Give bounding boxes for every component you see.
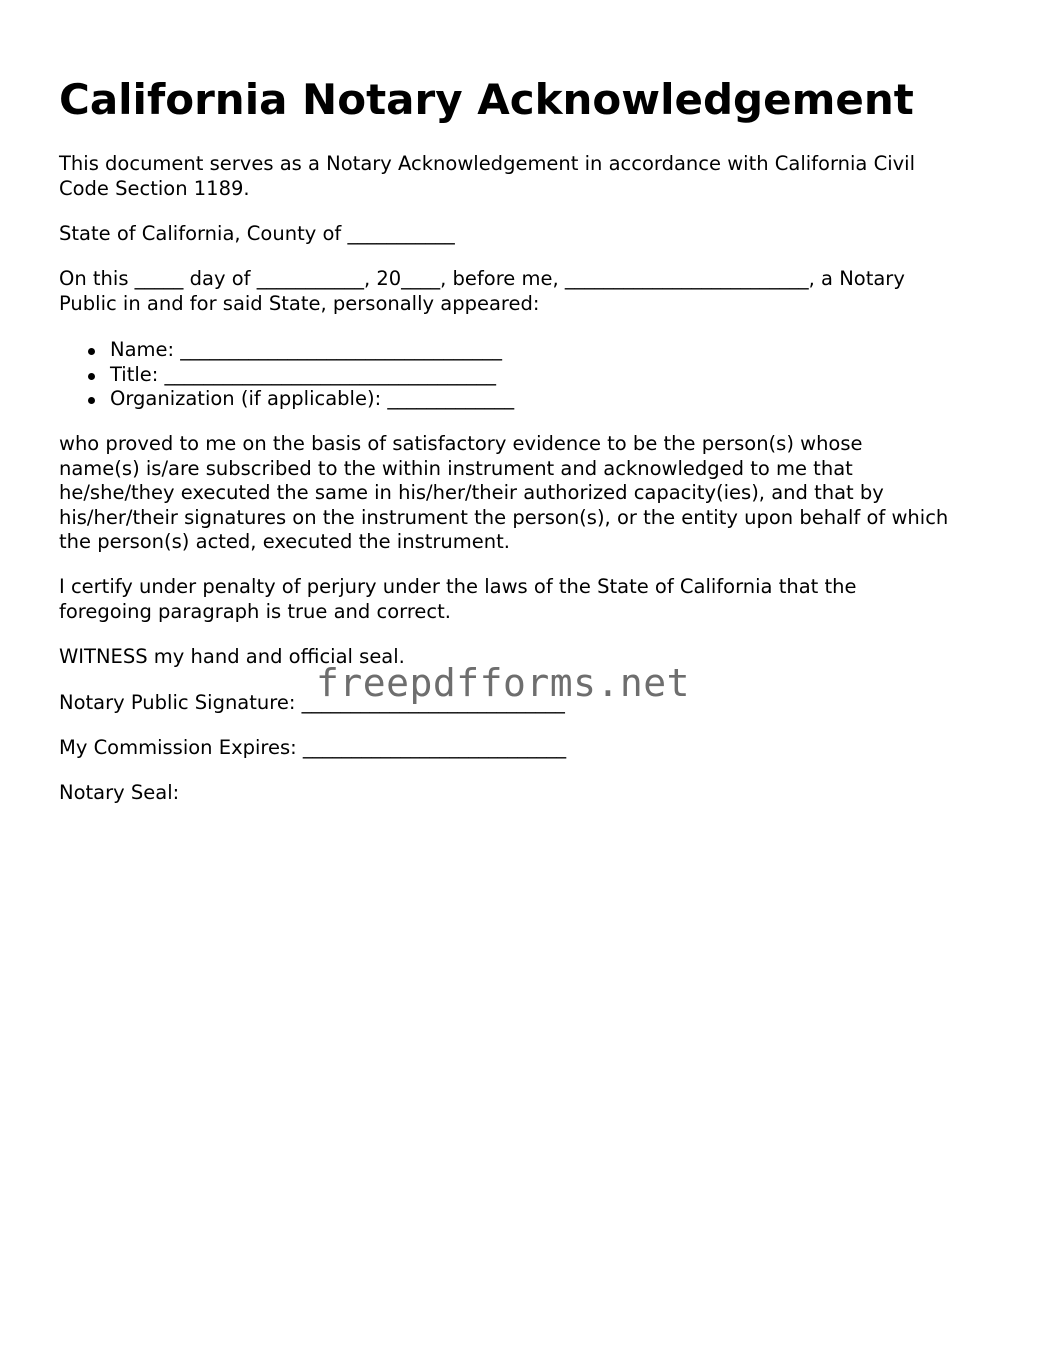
proof-line: name(s) is/are subscribed to the within instrument and acknowledged to me that (59, 456, 853, 480)
commission-line: My Commission Expires: ___________________________ (59, 736, 567, 759)
intro-paragraph (59, 152, 1009, 201)
intro-line: Code Section 1189. (59, 176, 250, 200)
proof-line: he/she/they executed the same in his/her/their authorized capacity(ies), and that by (59, 481, 884, 505)
appearance-paragraph (59, 267, 1009, 316)
intro-line: This document serves as a Notary Acknowledgement in accordance with California Civil (59, 152, 915, 175)
document-title: California Notary Acknowledgement (59, 75, 914, 124)
proof-paragraph (59, 432, 1009, 555)
certify-line: I certify under penalty of perjury under the laws of the State of California that the (59, 575, 857, 598)
bullet-icon (88, 373, 95, 380)
list-item-title-field (59, 363, 514, 388)
certify-paragraph (59, 575, 1009, 624)
organization-field-label: Organization (if applicable): _____________ (110, 387, 515, 411)
appearance-line: Public in and for said State, personally appeared: (59, 291, 540, 315)
proof-line: his/her/their signatures on the instrument the person(s), or the entity upon behalf of which (59, 505, 949, 529)
title-field-label: Title: __________________________________ (110, 362, 497, 386)
list-item-organization-field (59, 387, 514, 412)
county-line: State of California, County of ___________ (59, 222, 455, 245)
proof-line: who proved to me on the basis of satisfactory evidence to be the person(s) whose (59, 432, 863, 455)
watermark-text: freepdfforms.net (316, 661, 691, 705)
party-fields-list (59, 338, 514, 412)
name-field-label: Name: _________________________________ (110, 338, 503, 361)
proof-line: the person(s) acted, executed the instrument. (59, 530, 510, 554)
certify-line: foregoing paragraph is true and correct. (59, 599, 451, 623)
appearance-line: On this _____ day of ___________, 20____, before me, _________________________, a Notary (59, 267, 905, 290)
signature-line: Notary Public Signature: ___________________________ (59, 691, 565, 714)
witness-line: WITNESS my hand and official seal. (59, 645, 405, 668)
bullet-icon (88, 348, 95, 355)
list-item-name-field (59, 338, 514, 363)
bullet-icon (88, 397, 95, 404)
seal-label: Notary Seal: (59, 781, 180, 804)
